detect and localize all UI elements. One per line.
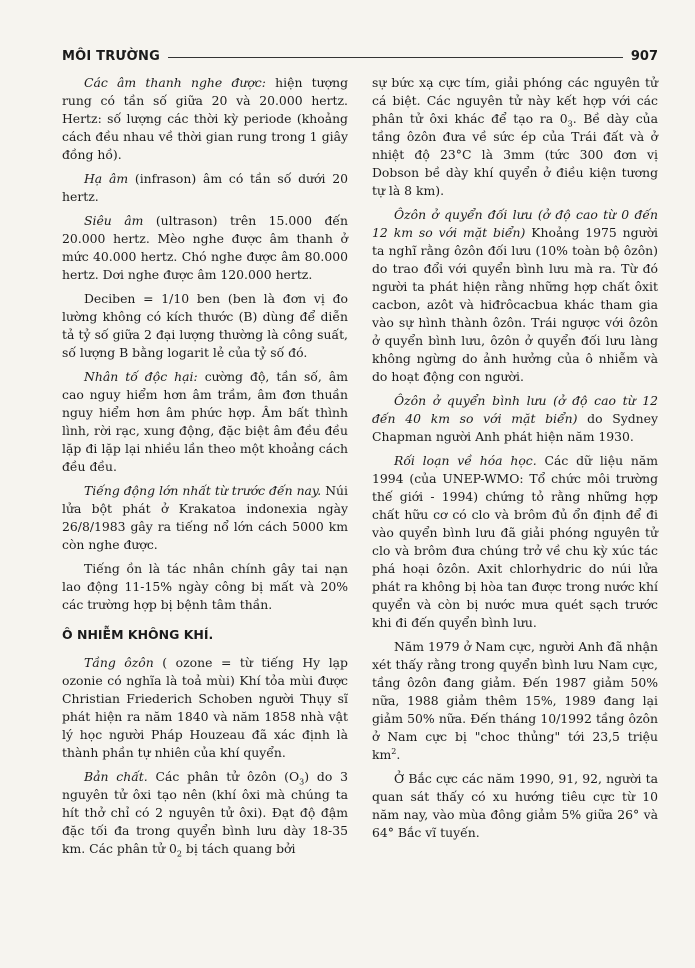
- paragraph-text: ( ozone = từ tiếng Hy lạp ozonie có nghĩa là toả mùi) Khí tỏa mùi được Christian Friederich Schoben người Thụy sĩ phát hiện ra năm 1840 và năm 1858 nhà vật lý học người Pháp Houzeau đã xác định là thành phần tự nhiên của khí quyển.: [62, 655, 348, 760]
- paragraph-text: .: [396, 747, 401, 762]
- term: Rối loạn về hóa học.: [394, 453, 537, 468]
- paragraph-infrasound: [62, 170, 348, 206]
- paragraph-nature: [62, 768, 348, 858]
- paragraph-chemical-disorder: [372, 452, 658, 632]
- section-heading: Ô NHIỄM KHÔNG KHÍ.: [62, 627, 214, 642]
- paragraph-ozone-layer: [62, 654, 348, 762]
- paragraph-decibel: [62, 290, 348, 362]
- paragraph-text: Năm 1979 ở Nam cực, người Anh đã nhận xét thấy rằng trong quyển bình lưu Nam cực, tầng ôzôn đang giảm. Đến 1987 giảm 50% nữa, 1988 giảm thêm 15%, 1989 đang lại giảm 50% nữa. Đến tháng 10/1992 tầng ôzôn ở Nam cực bị "choc thủng" tới 23,5 triệu km: [372, 639, 658, 762]
- paragraph-text: (ultrason) trên 15.000 đến 20.000 hertz. Mèo nghe được âm thanh ở mức 40.000 hertz. Chó nghe được âm 80.000 hertz. Dơi nghe được âm 120.000 hertz.: [62, 213, 348, 282]
- term: Hạ âm: [84, 171, 129, 186]
- paragraph-text: do Sydney Chapman người Anh phát hiện năm 1930.: [372, 411, 658, 444]
- paragraph-audible-sound: [62, 74, 348, 164]
- paragraph-arctic: [372, 770, 658, 842]
- term: Siêu âm: [84, 213, 144, 228]
- paragraph-text: hiện tượng rung có tần số giữa 20 và 20.000 hertz. Hertz: số lượng các thời kỳ periode (khoảng cách đều nhau về thời gian rung trong 1 giây đồng hồ).: [62, 75, 349, 162]
- paragraph-text: Ở Bắc cực các năm 1990, 91, 92, người ta quan sát thấy có xu hướng tiêu cực từ 10 năm nay, vào mùa đông giảm 5% giữa 26° và 64° Bắc vĩ tuyến.: [372, 771, 658, 840]
- paragraph-text: cường độ, tần số, âm cao nguy hiểm hơn âm trầm, âm đơn thuần nguy hiểm hơn âm phức hợp. Âm bất thình lình, rời rạc, xung động, đặc biệt âm đều đều lặp đi lặp lại nhiều lần theo một khoảng cách đều đều.: [62, 369, 348, 474]
- term: Bản chất.: [84, 769, 148, 784]
- header-rule: [168, 57, 623, 58]
- paragraph-loudest-noise: [62, 482, 348, 554]
- term: Tiếng động lớn nhất từ trước đến nay.: [84, 483, 322, 498]
- page-header: [62, 44, 658, 68]
- right-column: [372, 74, 658, 848]
- term: Các âm thanh nghe được:: [84, 75, 266, 90]
- subscript: 2: [176, 849, 182, 859]
- running-title: MÔI TRƯỜNG: [62, 48, 160, 64]
- paragraph-text: ) do 3 nguyên tử ôxi tạo nên (khí ôxi mà chúng ta hít thở chỉ có 2 nguyên tử ôxi). Đạt độ đậm đặc tối đa trong quyển bình lưu dày 18-35 km. Các phân tử 0: [62, 769, 348, 856]
- paragraph-troposphere-ozone: [372, 206, 658, 386]
- paragraph-text: (infrason) âm có tần số dưới 20 hertz.: [62, 171, 348, 204]
- paragraph-stratosphere-ozone: [372, 392, 658, 446]
- term: Nhân tố độc hại:: [84, 369, 198, 384]
- paragraph-text: Tiếng ồn là tác nhân chính gây tai nạn lao động 11-15% ngày công bị mất và 20% các trường hợp bị bệnh tâm thần.: [62, 561, 348, 612]
- paragraph-text: Núi lửa bột phát ở Krakatoa indonexia ngày 26/8/1983 gây ra tiếng nổ lớn cách 5000 km còn nghe được.: [62, 483, 348, 552]
- paragraph-antarctic: [372, 638, 658, 764]
- paragraph-noise-accidents: [62, 560, 348, 614]
- paragraph-text: Deciben = 1/10 ben (ben là đơn vị đo lường không có kích thước (B) dùng để diễn tả tỷ số giữa 2 đại lượng thường là công suất, số lượng B bằng logarit lẻ của tỷ số đó.: [62, 291, 348, 360]
- paragraph-text: bị tách quang bởi: [181, 841, 296, 856]
- paragraph-ultrasound: [62, 212, 348, 284]
- paragraph-text: Các dữ liệu năm 1994 (của UNEP-WMO: Tổ chức môi trường thế giới - 1994) chứng tỏ rằng những hợp chất hữu cơ có clo và brôm đủ ổn định để đi vào quyển bình lưu đã giải phóng nguyên tử clo và brôm đưa chúng trở về chu kỳ xúc tác phá hoại ôzôn. Axit chlorhydric do núi lửa phát ra không bị hòa tan được trong nước khí quyển và còn bị nước mưa quét sạch trước khi đi đến quyển bình lưu.: [372, 453, 658, 630]
- paragraph-harmful-factors: [62, 368, 348, 476]
- term: Ôzôn ở quyển đối lưu (ở độ cao từ 0 đến 12 km so với mặt biển): [372, 207, 658, 240]
- paragraph-text: Khoảng 1975 người ta nghĩ rằng ôzôn đối lưu (10% toàn bộ ôzôn) do trao đổi với quyển bình lưu mà ra. Từ đó người ta phát hiện rằng những hợp chất ôxit cacbon, azôt và hiđrôcacbua khác tham gia vào sự hình thành ôzôn. Trái ngược với ôzôn ở quyển bình lưu, ôzôn ở quyển đối lưu làng không ngừng do ảnh hưởng của ô nhiễm và do hoạt động con người.: [372, 225, 658, 384]
- paragraph-text: . Bề dày của tầng ôzôn đưa về sức ép của Trái đất và ở nhiệt độ 23°C là 3mm (tức 300 đơn vị Dobson bề dày khí quyển ở điều kiện tương tự là 8 km).: [372, 111, 658, 198]
- paragraph-text: sự bức xạ cực tím, giải phóng các nguyên tử cá biệt. Các nguyên tử này kết hợp với các phân tử ôxi khác để tạo ra 0: [372, 75, 658, 126]
- left-column: [62, 74, 348, 864]
- page-number: 907: [630, 48, 658, 64]
- subscript: 3: [299, 777, 305, 787]
- superscript: 2: [391, 746, 397, 756]
- term: Tầng ôzôn: [84, 655, 154, 670]
- paragraph-text: Các phân tử ôzôn (O: [147, 769, 300, 784]
- paragraph-continuation: [372, 74, 658, 200]
- term: Ôzôn ở quyển bình lưu (ở độ cao từ 12 đến 40 km so với mặt biển): [372, 393, 658, 426]
- subscript: 3: [567, 119, 573, 129]
